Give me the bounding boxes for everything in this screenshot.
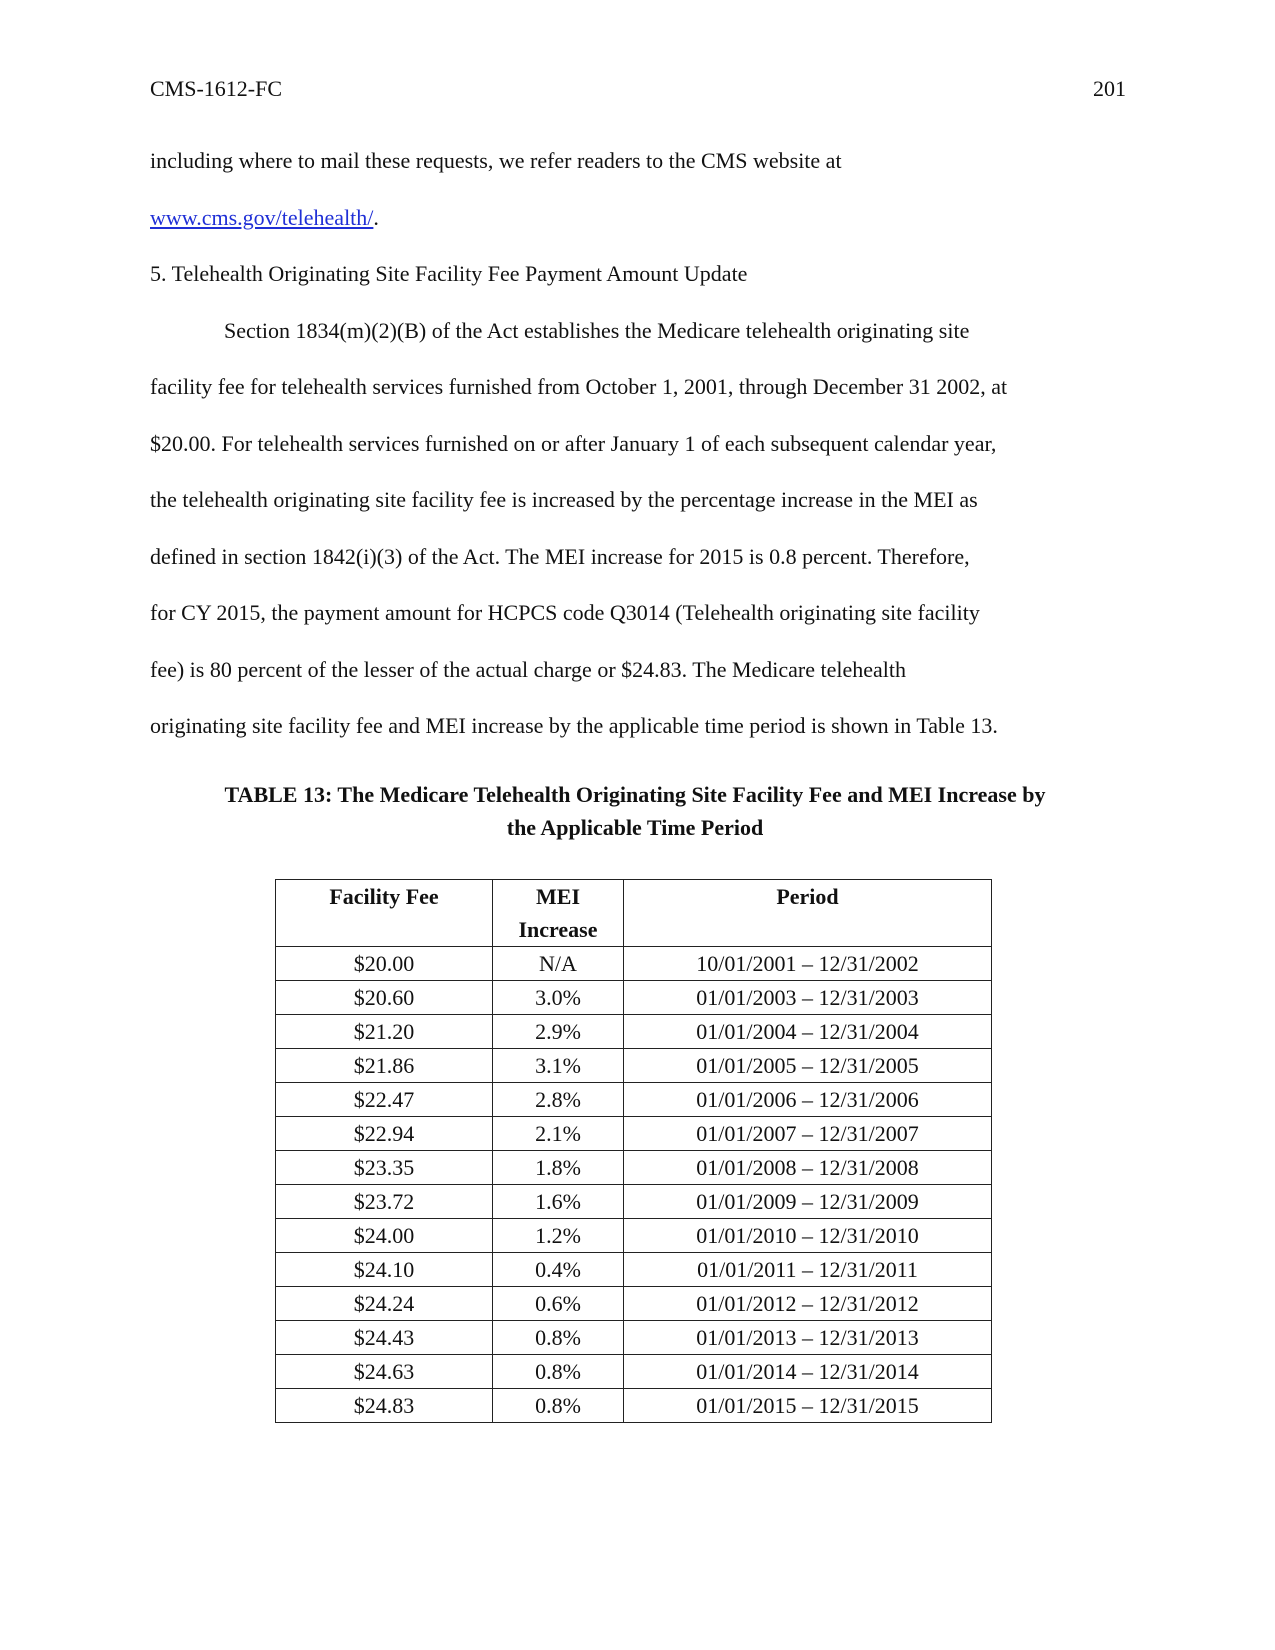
paragraph-line: facility fee for telehealth services furnished from October 1, 2001, through December 31 2002, at: [150, 374, 1008, 399]
table-row: [276, 1015, 992, 1049]
mei-increase-cell: 0.8%: [493, 1355, 624, 1389]
table-body: [276, 947, 992, 1423]
table-row: [276, 1389, 992, 1423]
table-row: [276, 1049, 992, 1083]
period-cell: 01/01/2009 – 12/31/2009: [624, 1185, 992, 1219]
period-cell: 01/01/2004 – 12/31/2004: [624, 1015, 992, 1049]
paragraph-line: $20.00. For telehealth services furnished on or after January 1 of each subsequent calendar year,: [150, 431, 997, 456]
facility-fee-cell: $22.94: [276, 1117, 493, 1151]
header-mei-line: MEI: [536, 884, 580, 909]
facility-fee-cell: $24.63: [276, 1355, 493, 1389]
table-row: [276, 1321, 992, 1355]
mei-increase-cell: 1.8%: [493, 1151, 624, 1185]
period-cell: 10/01/2001 – 12/31/2002: [624, 947, 992, 981]
period-cell: 01/01/2006 – 12/31/2006: [624, 1083, 992, 1117]
mei-increase-cell: 2.1%: [493, 1117, 624, 1151]
table-row: [276, 1355, 992, 1389]
mei-increase-cell: 0.8%: [493, 1321, 624, 1355]
period-cell: 01/01/2008 – 12/31/2008: [624, 1151, 992, 1185]
mei-increase-cell: N/A: [493, 947, 624, 981]
table-row: [276, 1151, 992, 1185]
facility-fee-cell: $24.00: [276, 1219, 493, 1253]
link-suffix: .: [373, 205, 379, 230]
mei-increase-cell: 3.0%: [493, 981, 624, 1015]
table-row: [276, 1117, 992, 1151]
table-title: [130, 778, 1140, 844]
table-row: [276, 1253, 992, 1287]
mei-increase-cell: 2.8%: [493, 1083, 624, 1117]
facility-fee-cell: $23.35: [276, 1151, 493, 1185]
paragraph-line: Section 1834(m)(2)(B) of the Act establishes the Medicare telehealth originating site: [224, 318, 970, 343]
section-heading: 5. Telehealth Originating Site Facility Fee Payment Amount Update: [150, 261, 748, 286]
period-cell: 01/01/2003 – 12/31/2003: [624, 981, 992, 1015]
paragraph-line: defined in section 1842(i)(3) of the Act. The MEI increase for 2015 is 0.8 percent. Therefore,: [150, 544, 970, 569]
mei-increase-cell: 0.8%: [493, 1389, 624, 1423]
paragraph-line: for CY 2015, the payment amount for HCPCS code Q3014 (Telehealth originating site facility: [150, 600, 980, 625]
table-header-row: [276, 880, 992, 947]
period-cell: 01/01/2011 – 12/31/2011: [624, 1253, 992, 1287]
facility-fee-cell: $23.72: [276, 1185, 493, 1219]
facility-fee-cell: $20.00: [276, 947, 493, 981]
table-row: [276, 981, 992, 1015]
table-row: [276, 1287, 992, 1321]
period-cell: 01/01/2012 – 12/31/2012: [624, 1287, 992, 1321]
table-title-line: TABLE 13: The Medicare Telehealth Originating Site Facility Fee and MEI Increase by: [224, 782, 1046, 807]
table-row: [276, 947, 992, 981]
table-row: [276, 1219, 992, 1253]
header-mei-line: Increase: [518, 917, 598, 942]
header-period: Period: [624, 880, 992, 947]
facility-fee-cell: $24.24: [276, 1287, 493, 1321]
period-cell: 01/01/2005 – 12/31/2005: [624, 1049, 992, 1083]
header-mei-increase: [493, 880, 624, 947]
table-title-line: the Applicable Time Period: [506, 815, 764, 840]
mei-increase-cell: 2.9%: [493, 1015, 624, 1049]
mei-increase-cell: 1.2%: [493, 1219, 624, 1253]
table-row: [276, 1185, 992, 1219]
body-line: including where to mail these requests, we refer readers to the CMS website at: [150, 148, 842, 173]
facility-fee-cell: $24.43: [276, 1321, 493, 1355]
facility-fee-cell: $24.10: [276, 1253, 493, 1287]
paragraph-line: the telehealth originating site facility fee is increased by the percentage increase in the MEI as: [150, 487, 978, 512]
page-number: 201: [1093, 76, 1126, 101]
facility-fee-cell: $22.47: [276, 1083, 493, 1117]
period-cell: 01/01/2007 – 12/31/2007: [624, 1117, 992, 1151]
header-facility-fee: Facility Fee: [276, 880, 493, 947]
website-line: [150, 205, 379, 231]
facility-fee-cell: $20.60: [276, 981, 493, 1015]
cms-telehealth-link[interactable]: www.cms.gov/telehealth/: [150, 205, 374, 230]
period-cell: 01/01/2014 – 12/31/2014: [624, 1355, 992, 1389]
mei-increase-cell: 1.6%: [493, 1185, 624, 1219]
mei-increase-cell: 0.6%: [493, 1287, 624, 1321]
period-cell: 01/01/2010 – 12/31/2010: [624, 1219, 992, 1253]
facility-fee-cell: $21.20: [276, 1015, 493, 1049]
period-cell: 01/01/2015 – 12/31/2015: [624, 1389, 992, 1423]
document-id: CMS-1612-FC: [150, 76, 283, 101]
table-row: [276, 1083, 992, 1117]
paragraph-line: fee) is 80 percent of the lesser of the actual charge or $24.83. The Medicare telehealth: [150, 657, 907, 682]
period-cell: 01/01/2013 – 12/31/2013: [624, 1321, 992, 1355]
facility-fee-cell: $24.83: [276, 1389, 493, 1423]
facility-fee-cell: $21.86: [276, 1049, 493, 1083]
facility-fee-table: [275, 879, 992, 1423]
mei-increase-cell: 3.1%: [493, 1049, 624, 1083]
mei-increase-cell: 0.4%: [493, 1253, 624, 1287]
paragraph-line: originating site facility fee and MEI increase by the applicable time period is shown in Table 13.: [150, 713, 998, 738]
